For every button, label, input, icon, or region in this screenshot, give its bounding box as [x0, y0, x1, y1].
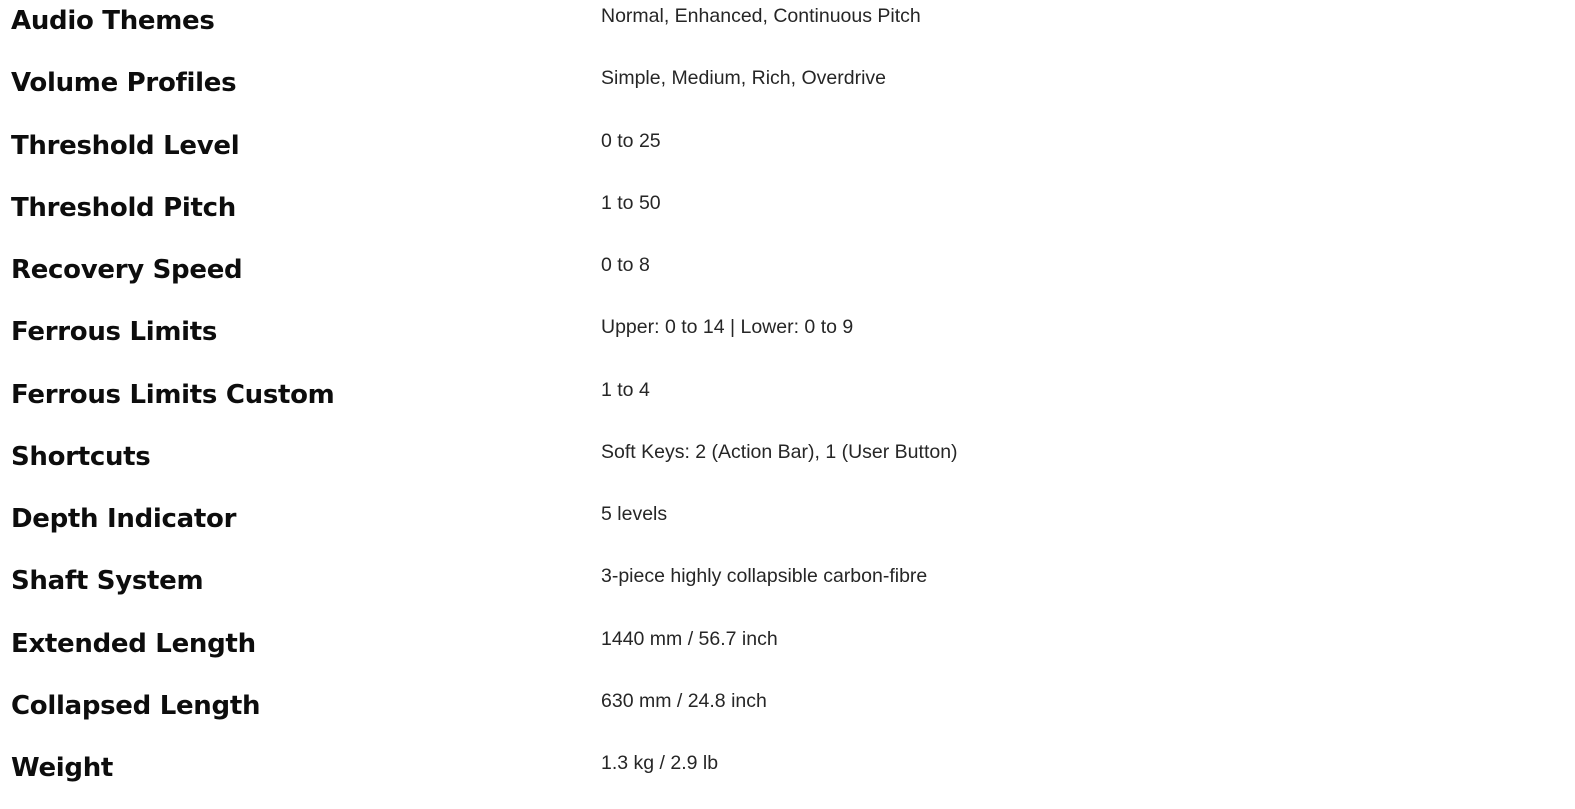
spec-row-weight	[0, 747, 1575, 809]
spec-value: 1 to 4	[601, 378, 650, 401]
spec-row-shortcuts	[0, 436, 1575, 498]
spec-label: Collapsed Length	[11, 690, 261, 721]
spec-row-ferrous-limits	[0, 311, 1575, 373]
spec-value: 1440 mm / 56.7 inch	[601, 627, 778, 650]
spec-value: Normal, Enhanced, Continuous Pitch	[601, 5, 921, 27]
spec-value: Upper: 0 to 14 | Lower: 0 to 9	[601, 316, 854, 339]
spec-row-extended-length	[0, 623, 1575, 685]
spec-label: Weight	[11, 753, 114, 783]
spec-row-collapsed-length	[0, 685, 1575, 747]
spec-label: Extended Length	[11, 628, 256, 659]
spec-row-threshold-level	[0, 125, 1575, 187]
spec-label: Depth Indicator	[11, 504, 237, 534]
spec-row-shaft-system	[0, 560, 1575, 622]
spec-row-volume-profiles	[0, 62, 1575, 124]
spec-label: Threshold Level	[11, 130, 240, 161]
spec-value: 630 mm / 24.8 inch	[601, 689, 767, 712]
spec-label: Shortcuts	[11, 441, 151, 472]
spec-row-recovery-speed	[0, 249, 1575, 311]
spec-label: Threshold Pitch	[11, 192, 236, 223]
spec-value: 5 levels	[601, 503, 668, 525]
spec-row-ferrous-limits-custom	[0, 374, 1575, 436]
spec-value: 0 to 25	[601, 129, 661, 152]
spec-row-audio-themes	[0, 0, 1575, 62]
spec-label: Shaft System	[11, 566, 204, 597]
spec-label: Ferrous Limits Custom	[11, 379, 335, 410]
spec-row-depth-indicator	[0, 498, 1575, 560]
spec-value: Soft Keys: 2 (Action Bar), 1 (User Button)	[601, 440, 958, 463]
spec-label: Volume Profiles	[11, 68, 237, 99]
spec-value: 3-piece highly collapsible carbon-fibre	[601, 565, 928, 588]
spec-label: Recovery Speed	[11, 255, 243, 285]
spec-row-threshold-pitch	[0, 187, 1575, 249]
spec-value: Simple, Medium, Rich, Overdrive	[601, 67, 886, 90]
spec-value: 0 to 8	[601, 254, 650, 276]
spec-label: Audio Themes	[11, 6, 215, 36]
spec-value: 1.3 kg / 2.9 lb	[601, 752, 719, 774]
spec-label: Ferrous Limits	[11, 317, 218, 348]
spec-value: 1 to 50	[601, 191, 661, 214]
